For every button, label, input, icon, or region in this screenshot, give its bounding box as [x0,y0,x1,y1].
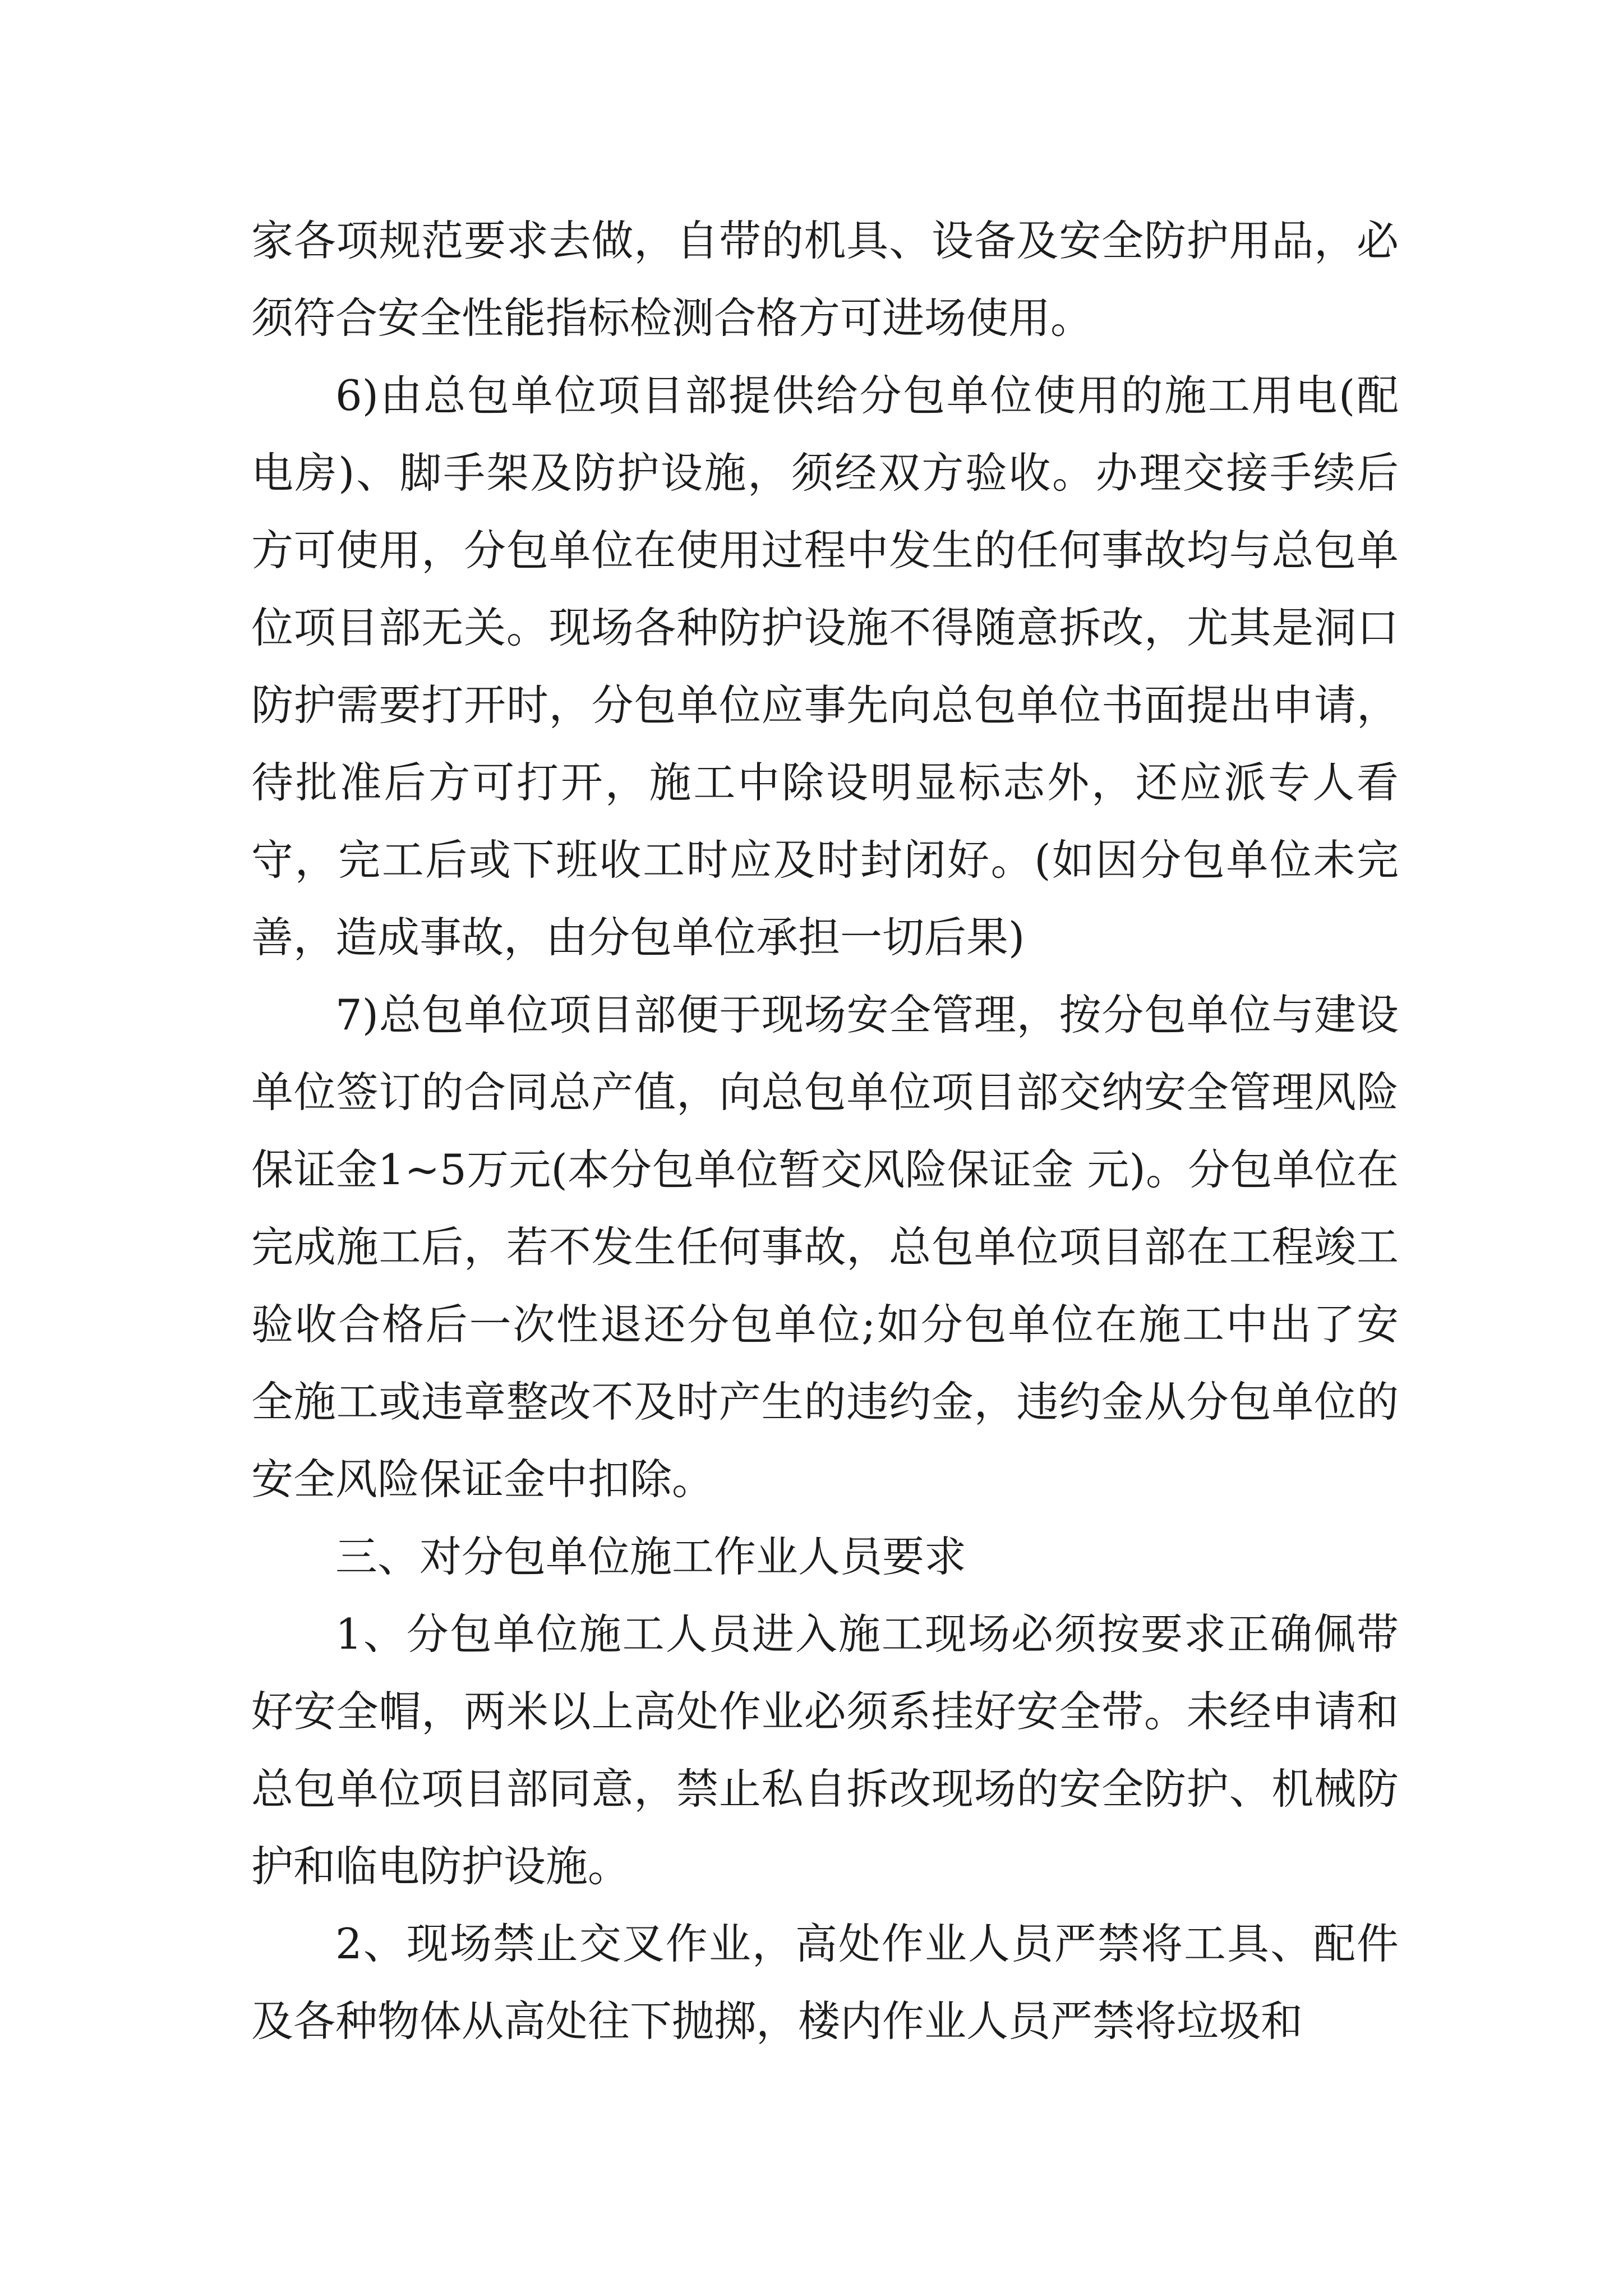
section-heading [251,1518,1399,1595]
paragraph-continuation: 家各项规范要求去做，自带的机具、设备及安全防护用品，必须符合安全性能指标检测合格方可进场使用。 [251,216,1399,343]
section-title: 对分包单位施工作业人员要求 [419,1532,967,1581]
paragraph-requirement-2: 2、现场禁止交叉作业，高处作业人员严禁将工具、配件及各种物体从高处往下抛掷，楼内作业人员严禁将垃圾和 [251,1919,1399,2046]
paragraph-item-6: 6)由总包单位项目部提供给分包单位使用的施工用电(配电房)、脚手架及防护设施，须经双方验收。办理交接手续后方可使用，分包单位在使用过程中发生的任何事故均与总包单位项目部无关。现场各种防护设施不得随意拆改，尤其是洞口防护需要打开时，分包单位应事先向总包单位书面提出申请，待批准后方可打开，施工中除设明显标志外，还应派专人看守，完工后或下班收工时应及时封闭好。(如因分包单位未完善，造成事故，由分包单位承担一切后果) [251,371,1399,962]
section-number: 三、 [335,1532,420,1581]
paragraph-requirement-1: 1、分包单位施工人员进入施工现场必须按要求正确佩带好安全帽，两米以上高处作业必须系挂好安全带。未经申请和总包单位项目部同意，禁止私自拆改现场的安全防护、机械防护和临电防护设施。 [251,1609,1399,1891]
document-page [251,202,1399,2060]
paragraph-item-7: 7)总包单位项目部便于现场安全管理，按分包单位与建设单位签订的合同总产值，向总包单位项目部交纳安全管理风险保证金1~5万元(本分包单位暂交风险保证金 元)。分包单位在完成施工后，若不发生任何事故，总包单位项目部在工程竣工验收合格后一次性退还分包单位;如分包单位在施工中出了安全施工或违章整改不及时产生的违约金，违约金从分包单位的安全风险保证金中扣除。 [251,990,1399,1504]
